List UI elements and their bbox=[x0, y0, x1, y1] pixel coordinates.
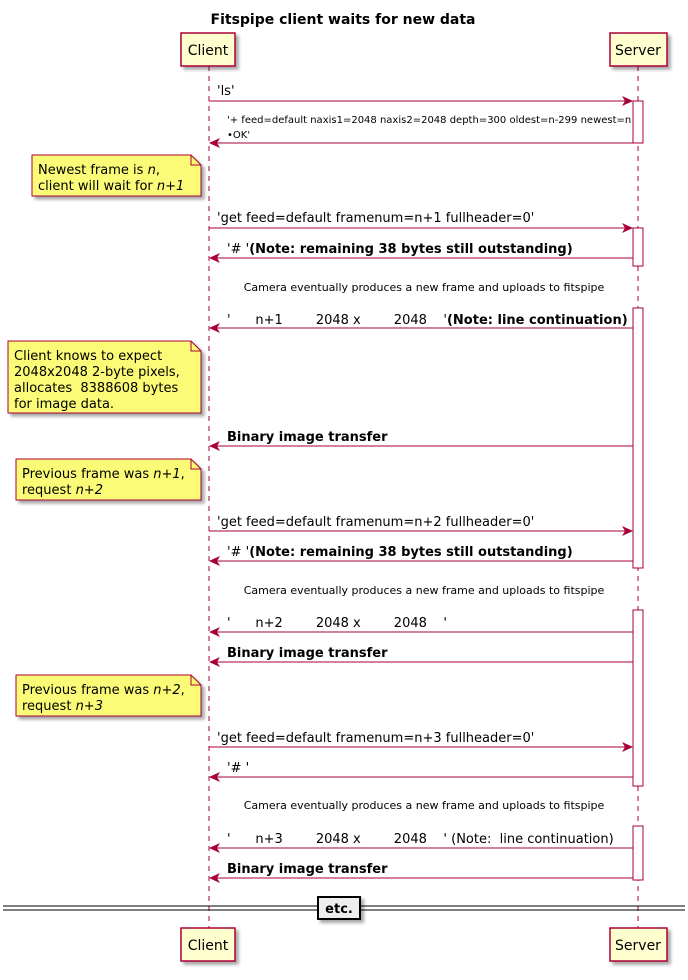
participant-client-top bbox=[181, 33, 235, 66]
message-header-n2 bbox=[209, 616, 633, 637]
note-text-part: n+1 bbox=[156, 179, 185, 194]
note-text-part: , bbox=[180, 683, 185, 698]
participant-client-label: Client bbox=[187, 938, 229, 954]
message-label: ' n+3 2048 x 2048 ' (Note: line continuation) bbox=[227, 832, 614, 847]
message-get-n1 bbox=[209, 211, 633, 233]
activation-bar bbox=[633, 826, 643, 880]
message-text-part: (Note: line continuation) bbox=[446, 313, 628, 328]
divider-label: etc. bbox=[325, 902, 353, 917]
note-text bbox=[22, 683, 185, 698]
message-binary-transfer bbox=[209, 862, 633, 883]
message-get-n3 bbox=[209, 731, 633, 752]
note-previous-frame bbox=[16, 459, 201, 500]
message-label bbox=[227, 313, 628, 328]
message-label: Binary image transfer bbox=[227, 646, 388, 661]
message-label: '# ' bbox=[227, 761, 250, 776]
message-label bbox=[227, 545, 573, 560]
message-text-part: '# ' bbox=[227, 242, 250, 257]
message-get-n2 bbox=[209, 515, 633, 536]
participant-server-top bbox=[610, 33, 667, 66]
message-hash-response bbox=[209, 545, 633, 566]
note-text bbox=[38, 179, 184, 194]
note-text-part: n+2 bbox=[153, 683, 181, 698]
note-text: allocates 8388608 bytes bbox=[14, 381, 179, 396]
divider-etc bbox=[3, 897, 685, 919]
participant-server-bottom bbox=[610, 928, 667, 961]
activation-bar bbox=[633, 308, 643, 568]
message-label: Binary image transfer bbox=[227, 862, 388, 877]
message-text-part: (Note: remaining 38 bytes still outstanding) bbox=[249, 242, 573, 257]
note-text bbox=[22, 467, 185, 482]
message-hash-response bbox=[209, 242, 633, 263]
note-text-part: request bbox=[22, 699, 76, 714]
note-text-part: n+3 bbox=[75, 699, 103, 714]
message-label bbox=[227, 242, 573, 257]
message-label: 'get feed=default framenum=n+3 fullheader=0' bbox=[217, 731, 535, 746]
activation-bar bbox=[633, 228, 643, 266]
diagram-title: Fitspipe client waits for new data bbox=[210, 12, 476, 28]
message-label: '+ feed=default naxis1=2048 naxis2=2048 depth=300 oldest=n-299 newest=n bbox=[227, 115, 632, 126]
message-label: 'ls' bbox=[217, 84, 235, 99]
delay-label: Camera eventually produces a new frame and uploads to fitspipe bbox=[243, 281, 605, 294]
note-text-part: n+2 bbox=[75, 483, 103, 498]
message-hash-response bbox=[209, 761, 633, 782]
message-ls-response bbox=[209, 115, 633, 148]
message-text-part: ' n+1 2048 x 2048 ' bbox=[227, 313, 447, 328]
message-header-n3 bbox=[209, 832, 633, 853]
participant-client-label: Client bbox=[187, 43, 229, 59]
note-client-knows bbox=[8, 341, 201, 413]
message-header-n1 bbox=[209, 313, 633, 333]
message-binary-transfer bbox=[209, 646, 633, 667]
message-label: 'get feed=default framenum=n+2 fullheader=0' bbox=[217, 515, 535, 530]
note-text-part: , bbox=[180, 467, 185, 482]
note-text bbox=[22, 483, 103, 498]
message-label: 'get feed=default framenum=n+1 fullheader=0' bbox=[217, 211, 535, 226]
note-text bbox=[38, 163, 160, 178]
message-text-part: '# ' bbox=[227, 545, 250, 560]
message-label: •OK' bbox=[227, 130, 251, 141]
message-label: Binary image transfer bbox=[227, 430, 388, 445]
note-previous-frame bbox=[16, 675, 201, 716]
participant-server-label: Server bbox=[615, 43, 661, 59]
participant-client-bottom bbox=[181, 928, 235, 961]
message-label: ' n+2 2048 x 2048 ' bbox=[227, 616, 447, 631]
message-ls bbox=[209, 84, 633, 106]
note-text-part: client will wait for bbox=[38, 179, 157, 194]
note-newest-frame bbox=[32, 155, 201, 196]
note-text: Client knows to expect bbox=[14, 349, 163, 364]
delay-label: Camera eventually produces a new frame and uploads to fitspipe bbox=[243, 584, 605, 597]
note-text: 2048x2048 2-byte pixels, bbox=[14, 365, 180, 380]
activation-bar bbox=[633, 610, 643, 786]
activation-bar bbox=[633, 101, 643, 143]
delay-label: Camera eventually produces a new frame and uploads to fitspipe bbox=[243, 799, 605, 812]
participant-server-label: Server bbox=[615, 938, 661, 954]
note-text-part: n+1 bbox=[153, 467, 181, 482]
note-text-part: request bbox=[22, 483, 76, 498]
note-text-part: n bbox=[147, 163, 156, 178]
note-text-part: Previous frame was bbox=[22, 467, 154, 482]
message-text-part: (Note: remaining 38 bytes still outstanding) bbox=[249, 545, 573, 560]
message-binary-transfer bbox=[209, 430, 633, 451]
note-text: for image data. bbox=[14, 397, 115, 412]
note-text bbox=[22, 699, 103, 714]
note-text-part: Previous frame was bbox=[22, 683, 154, 698]
note-text-part: Newest frame is bbox=[38, 163, 148, 178]
note-text-part: , bbox=[155, 163, 160, 178]
